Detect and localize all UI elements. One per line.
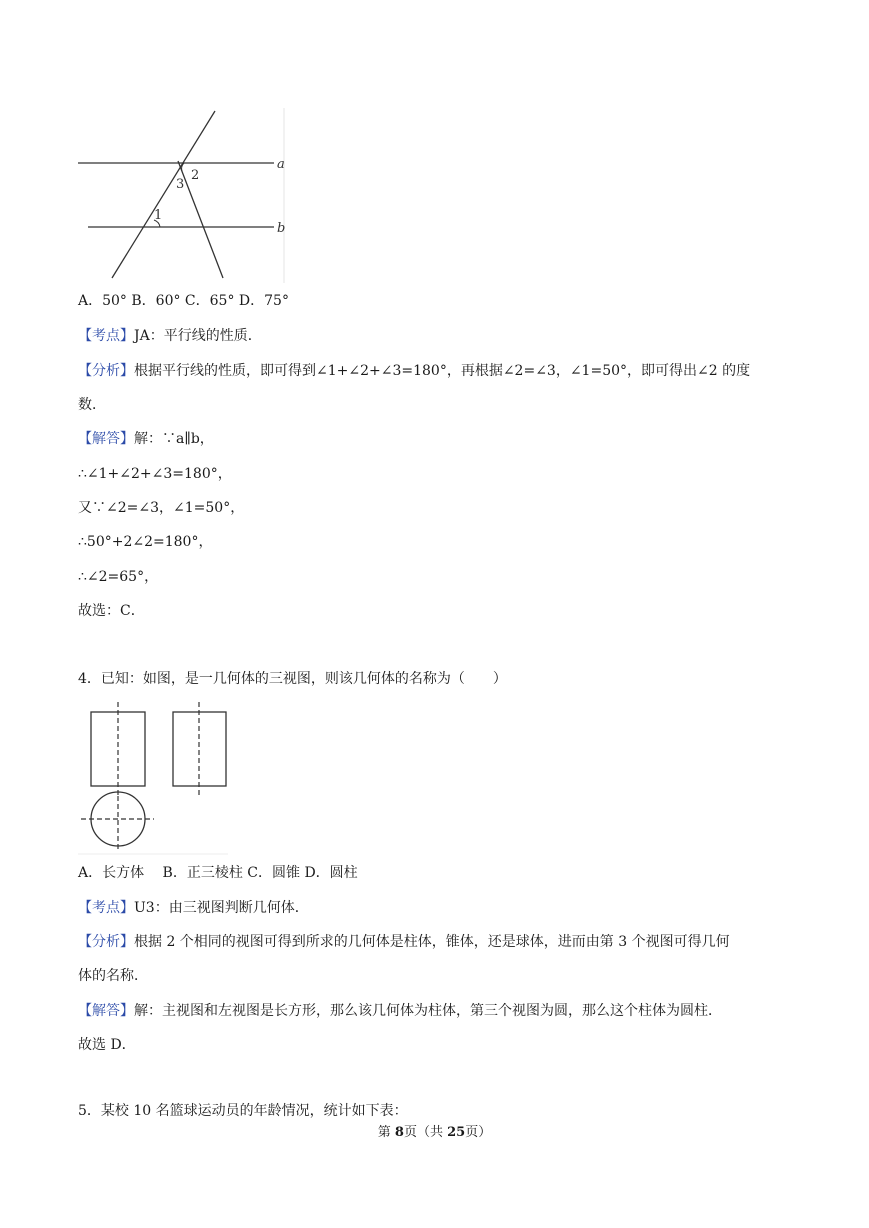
q3-fenxi-cont: 数． (78, 397, 106, 413)
q3-step-2: 又∵∠2=∠3，∠1=50°， (78, 500, 245, 516)
jieda-tag: 【解答】 (78, 1003, 134, 1019)
page-footer (0, 1124, 869, 1142)
label-angle-3: 3 (176, 177, 185, 192)
kaodian-text: JA：平行线的性质． (134, 328, 262, 344)
fenxi-tag: 【分析】 (78, 934, 134, 950)
footer-page-number: 8 (394, 1125, 404, 1140)
q3-step-5: 故选：C． (78, 603, 145, 619)
q4-fenxi (78, 932, 730, 952)
q3-fenxi (78, 361, 750, 381)
three-views-figure (78, 700, 233, 855)
q3-step-1: ∴∠1+∠2+∠3=180°， (78, 466, 232, 482)
transversal-1 (112, 111, 215, 278)
q4-fenxi-cont: 体的名称． (78, 968, 148, 984)
footer-suffix: 页） (465, 1125, 492, 1140)
fenxi-tag: 【分析】 (78, 363, 134, 379)
label-a: a (277, 157, 285, 172)
kaodian-tag: 【考点】 (78, 900, 134, 916)
q3-options: A．50° B．60° C．65° D．75° (78, 293, 289, 309)
q4-jieda (78, 1001, 722, 1021)
q4-question: 4．已知：如图，是一几何体的三视图，则该几何体的名称为（ ） (78, 671, 507, 687)
q3-step-3: ∴50°+2∠2=180°， (78, 534, 213, 550)
label-angle-1: 1 (154, 208, 163, 223)
jieda-text: 解：∵a∥b， (134, 431, 214, 447)
kaodian-tag: 【考点】 (78, 328, 134, 344)
q3-step-4: ∴∠2=65°， (78, 569, 159, 585)
kaodian-text: U3：由三视图判断几何体． (134, 900, 309, 916)
q3-jieda (78, 429, 214, 449)
label-b: b (277, 221, 286, 236)
transversal-2 (178, 161, 223, 278)
q4-options: A．长方体 B．正三棱柱 C．圆锥 D．圆柱 (78, 865, 358, 881)
q5-question: 5．某校 10 名篮球运动员的年龄情况，统计如下表： (78, 1103, 408, 1119)
q3-kaodian (78, 326, 262, 346)
footer-total-pages: 25 (447, 1125, 466, 1140)
footer-mid: 页（共 (403, 1125, 448, 1140)
jieda-text: 解：主视图和左视图是长方形，那么该几何体为柱体，第三个视图为圆，那么这个柱体为圆柱． (134, 1003, 722, 1019)
fenxi-text: 根据 2 个相同的视图可得到所求的几何体是柱体，锥体，还是球体，进而由第 3 个视图可得几何 (134, 934, 730, 950)
label-angle-2: 2 (191, 168, 200, 183)
fenxi-text: 根据平行线的性质，即可得到∠1+∠2+∠3=180°，再根据∠2=∠3，∠1=50°，即可得出∠2 的度 (134, 363, 751, 379)
jieda-tag: 【解答】 (78, 431, 134, 447)
q4-kaodian (78, 898, 309, 918)
q4-conclusion: 故选 D． (78, 1037, 136, 1053)
parallel-lines-figure (74, 108, 294, 283)
footer-prefix: 第 (377, 1125, 395, 1140)
